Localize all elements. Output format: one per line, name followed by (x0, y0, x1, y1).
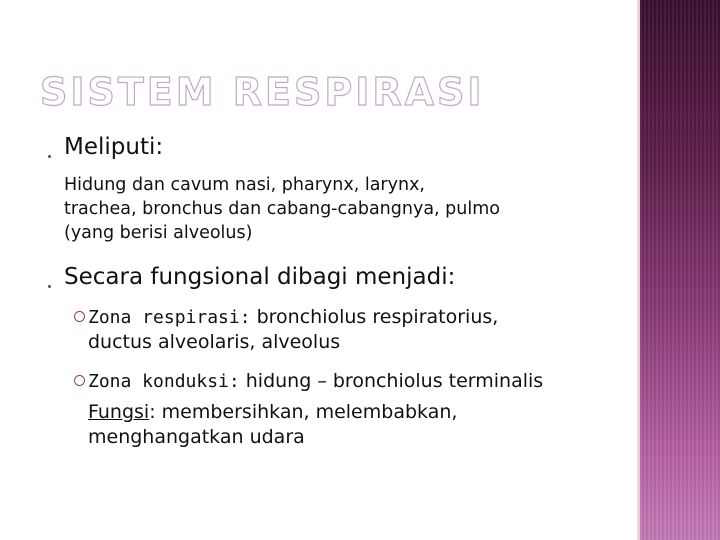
slide-title: SISTEM RESPIRASI (40, 70, 485, 114)
zona-konduksi-term: Zona konduksi: (88, 371, 240, 392)
zona-konduksi-line (74, 369, 614, 394)
fungsi-line-1 (88, 400, 628, 425)
meliputi-body (64, 173, 624, 245)
fungsi-colon: : (149, 401, 156, 423)
zona-respirasi-line-1 (74, 305, 614, 330)
meliputi-line-3: (yang berisi alveolus) (64, 223, 253, 243)
subitem-zona-respirasi (74, 305, 614, 355)
ring-bullet-icon (74, 311, 85, 322)
zona-respirasi-line-2: ductus alveolaris, alveolus (88, 331, 341, 353)
zona-respirasi-text-1: bronchiolus respiratorius, (250, 306, 499, 328)
bullet-heading-meliputi: Meliputi: (64, 134, 164, 160)
decorative-side-panel (640, 0, 720, 540)
bullet-dot-icon (48, 155, 51, 158)
fungsi-text-1: membersihkan, melembabkan, (155, 401, 458, 423)
fungsi-label: Fungsi (88, 401, 150, 423)
meliputi-line-2: trachea, bronchus dan cabang-cabangnya, pulmo (64, 199, 500, 219)
zona-konduksi-text: hidung – bronchiolus terminalis (239, 370, 544, 392)
bullet-heading-fungsional: Secara fungsional dibagi menjadi: (64, 264, 456, 290)
fungsi-line-2: menghangatkan udara (88, 426, 305, 448)
bullet-dot-icon (48, 285, 51, 288)
meliputi-line-1: Hidung dan cavum nasi, pharynx, larynx, (64, 175, 425, 195)
fungsi-block (88, 400, 628, 450)
subitem-zona-konduksi (74, 369, 614, 394)
zona-respirasi-term: Zona respirasi: (88, 307, 251, 328)
ring-bullet-icon (74, 375, 85, 386)
